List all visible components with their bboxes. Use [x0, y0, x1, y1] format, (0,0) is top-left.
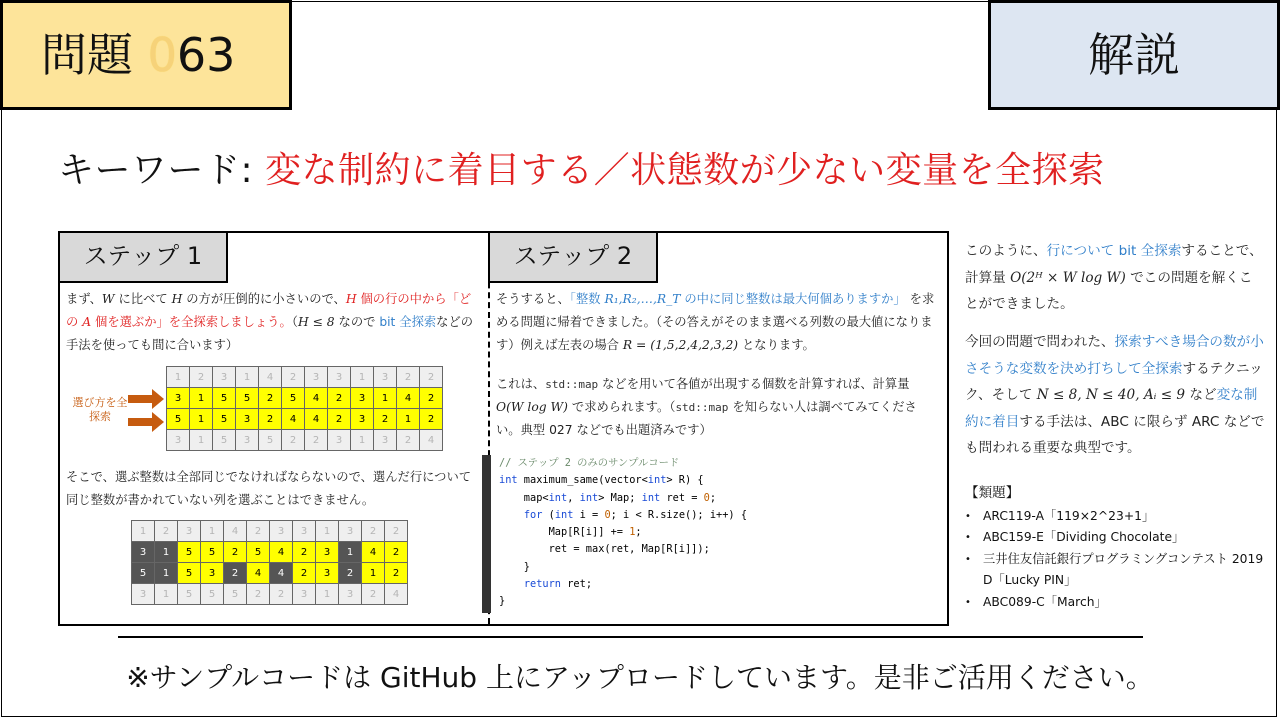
- related-list: [965, 506, 1265, 613]
- grid-cell: 5: [282, 388, 305, 409]
- grid-cell: 4: [259, 367, 282, 388]
- grid-cell: 2: [282, 430, 305, 451]
- text-segment: を知らない人は調べてみてください。典型 027 などでも出題済みです）: [496, 400, 917, 437]
- grid-cell: 2: [270, 584, 293, 605]
- grid-cell: 5: [236, 388, 259, 409]
- grid-cell: 5: [213, 388, 236, 409]
- grid-cell: 1: [132, 521, 155, 542]
- code-line: }: [499, 595, 506, 608]
- step1-paragraph1: [66, 288, 476, 357]
- text-segment: を求める問題に帰着できました。（その答えがそのまま選べる列数の最大値になります）例えば左表の場合: [496, 292, 935, 352]
- keyword-label: キーワード:: [58, 150, 266, 191]
- code-line: return ret;: [523, 578, 593, 591]
- grid-cell: 1: [167, 367, 190, 388]
- title-faint-digit: 0: [147, 28, 177, 82]
- grid-cell: 4: [270, 563, 293, 584]
- grid-cell: 2: [259, 388, 282, 409]
- grid-cell: 4: [247, 563, 270, 584]
- related-item: • 三井住友信託銀行プログラミングコンテスト 2019 D「Lucky PIN」: [965, 549, 1265, 592]
- grid-cell: 2: [328, 409, 351, 430]
- grid-cell: 3: [316, 563, 339, 584]
- text-segment: など: [1185, 387, 1217, 403]
- grid-row: [132, 563, 408, 584]
- related-title: 【類題】: [965, 485, 1020, 501]
- grid-cell: 2: [362, 521, 385, 542]
- text-segment: bit 全探索: [379, 315, 437, 329]
- grid-cell: 3: [270, 521, 293, 542]
- grid-cell: 5: [213, 409, 236, 430]
- grid-cell: 5: [132, 563, 155, 584]
- grid-cell: 2: [293, 542, 316, 563]
- related-item: • ABC089-C「March」: [965, 592, 1265, 613]
- grid-cell: 4: [420, 430, 443, 451]
- grid-cell: 4: [224, 521, 247, 542]
- text-segment: （: [291, 315, 298, 329]
- related-item: • ARC119-A「119×2^23+1」: [965, 506, 1265, 527]
- text-segment: N ≤ 8, N ≤ 40, Aᵢ ≤ 9: [1036, 387, 1186, 403]
- text-segment: これは、: [496, 377, 546, 391]
- grid-cell: 1: [190, 388, 213, 409]
- grid-cell: 1: [351, 430, 374, 451]
- grid-row: [167, 367, 443, 388]
- code-line: }: [499, 560, 530, 573]
- text-segment: の中に同じ整数は最大何個ありますか」: [680, 292, 906, 306]
- grid-cell: 3: [236, 430, 259, 451]
- text-segment: するテクニック、そして: [965, 360, 1263, 403]
- text-segment: 個の行の中から「どの: [66, 292, 472, 329]
- grid-cell: 3: [132, 584, 155, 605]
- text-segment: などの手法を使っても間に合います）: [66, 315, 474, 352]
- grid-cell: 3: [328, 367, 351, 388]
- grid-cell: 4: [305, 409, 328, 430]
- grid-columns: [131, 520, 408, 605]
- step2-paragraph2: [496, 373, 940, 442]
- grid-cell: 1: [155, 563, 178, 584]
- grid-cell: 5: [201, 542, 224, 563]
- grid-cell: 2: [305, 430, 328, 451]
- grid-cell: 1: [190, 430, 213, 451]
- grid-cell: 1: [362, 563, 385, 584]
- text-segment: でこの問題を解くことができました。: [965, 269, 1253, 312]
- text-segment: などを用いて各値が出現する個数を計算すれば、計算量: [598, 377, 910, 391]
- grid-cell: 2: [339, 563, 362, 584]
- grid-cell: 3: [305, 367, 328, 388]
- grid-cell: 2: [397, 430, 420, 451]
- grid-cell: 2: [293, 563, 316, 584]
- grid-cell: 3: [316, 542, 339, 563]
- grid-cell: 3: [328, 430, 351, 451]
- text-segment: なので: [334, 315, 380, 329]
- grid-cell: 1: [316, 584, 339, 605]
- grid-cell: 3: [374, 367, 397, 388]
- text-segment: O(W log W): [496, 400, 568, 414]
- grid-cell: 4: [270, 542, 293, 563]
- step1-tab: ステップ 1: [60, 233, 228, 283]
- text-segment: O(2ᴴ × W log W): [1010, 269, 1126, 286]
- step1-paragraph2: [66, 466, 476, 512]
- grid-cell: 2: [374, 409, 397, 430]
- grid-cell: 4: [282, 409, 305, 430]
- arrow-label: 選び方を全探索: [72, 396, 128, 423]
- grid-cell: 2: [385, 542, 408, 563]
- grid-cell: 5: [178, 542, 201, 563]
- text-segment: で求められます。（: [567, 400, 676, 414]
- grid-cell: 1: [155, 584, 178, 605]
- grid-cell: 3: [213, 367, 236, 388]
- footer-note: ※サンプルコードは GitHub 上にアップロードしています。是非ご活用ください。: [126, 661, 1154, 694]
- grid-cell: 3: [132, 542, 155, 563]
- text-segment: に比べて: [114, 292, 172, 306]
- code-line: // ステップ 2 のみのサンプルコード: [499, 457, 680, 469]
- grid-cell: 3: [339, 521, 362, 542]
- text-segment: そこで、選ぶ整数は全部同じでなければならないので、選んだ行について同じ整数が書かれていない列を選ぶことはできません。: [66, 470, 472, 507]
- grid-cell: 5: [259, 430, 282, 451]
- text-segment: R = (1,5,2,4,2,3,2): [622, 338, 739, 352]
- grid-cell: 4: [385, 584, 408, 605]
- text-segment: そうすると、: [496, 292, 570, 306]
- grid-cell: 2: [397, 367, 420, 388]
- grid-row: [132, 542, 408, 563]
- grid-cell: 5: [167, 409, 190, 430]
- text-segment: することで、計算量: [965, 243, 1263, 286]
- problem-title: [0, 0, 292, 110]
- text-segment: R₁,R₂,…,R_T: [604, 292, 681, 306]
- grid-cell: 3: [351, 409, 374, 430]
- text-segment: 行について bit 全探索: [1046, 243, 1182, 259]
- grid-cell: 3: [178, 521, 201, 542]
- grid-cell: 2: [247, 521, 270, 542]
- arrow-icon: [128, 418, 154, 426]
- grid-cell: 1: [236, 367, 259, 388]
- grid-cell: 4: [305, 388, 328, 409]
- grid-cell: 5: [178, 563, 201, 584]
- text-segment: std::map: [545, 378, 599, 391]
- summary-paragraph: [965, 238, 1265, 318]
- grid-cell: 3: [201, 563, 224, 584]
- grid-cell: 1: [339, 542, 362, 563]
- text-segment: H ≤ 8: [297, 315, 335, 329]
- grid-row: [167, 388, 443, 409]
- text-segment: H: [171, 292, 183, 306]
- grid-cell: 4: [362, 542, 385, 563]
- text-segment: 探索すべき場合の数が小さそうな変数を決め打ちして全探索: [965, 334, 1264, 377]
- grid-cell: 2: [385, 563, 408, 584]
- grid-cell: 3: [167, 388, 190, 409]
- grid-cell: 2: [420, 409, 443, 430]
- title-prefix: 問題: [41, 28, 133, 82]
- grid-cell: 3: [293, 521, 316, 542]
- grid-cell: 2: [385, 521, 408, 542]
- title-number: 63: [176, 28, 236, 82]
- grid-cell: 2: [420, 367, 443, 388]
- grid-cell: 2: [190, 367, 213, 388]
- grid-cell: 2: [420, 388, 443, 409]
- text-segment: の方が圧倒的に小さいので、: [182, 292, 346, 306]
- grid-cell: 5: [213, 430, 236, 451]
- code-line: map<int, int> Map; int ret = 0;: [499, 491, 717, 504]
- grid-cell: 1: [201, 521, 224, 542]
- arrow-icon: [128, 395, 154, 403]
- grid-cell: 1: [316, 521, 339, 542]
- grid-cell: 2: [224, 563, 247, 584]
- grid-cell: 3: [351, 388, 374, 409]
- grid-cell: 5: [201, 584, 224, 605]
- grid-cell: 2: [259, 409, 282, 430]
- explanation-label: 解説: [988, 0, 1280, 110]
- text-segment: W: [101, 292, 115, 306]
- code-line: int maximum_same(vector<int> R) {: [499, 474, 704, 487]
- text-segment: 今回の問題で問われた、: [965, 334, 1115, 350]
- text-segment: する手法は、ABC に限らず ARC などでも問われる重要な典型です。: [965, 413, 1265, 456]
- text-segment: A: [82, 315, 92, 329]
- grid-cell: 3: [374, 430, 397, 451]
- text-segment: 「整数: [569, 292, 605, 306]
- text-segment: 個を選ぶか」を全探索しましょう。: [91, 315, 292, 329]
- text-segment: となります。: [738, 338, 815, 352]
- grid-row: [167, 409, 443, 430]
- grid-cell: 2: [247, 584, 270, 605]
- grid-cell: 2: [155, 521, 178, 542]
- step2-tab: ステップ 2: [488, 233, 658, 283]
- grid-row: [132, 584, 408, 605]
- technique-paragraph: [965, 329, 1265, 462]
- grid-cell: 5: [224, 584, 247, 605]
- grid-cell: 1: [351, 367, 374, 388]
- grid-row: [132, 521, 408, 542]
- grid-cell: 2: [328, 388, 351, 409]
- grid-cell: 4: [397, 388, 420, 409]
- sample-code-block: [482, 455, 782, 613]
- text-segment: 変な制約に着目: [965, 387, 1258, 430]
- grid-cell: 1: [374, 388, 397, 409]
- grid-cell: 1: [190, 409, 213, 430]
- grid-cell: 5: [247, 542, 270, 563]
- keyword-line: [58, 142, 1105, 193]
- step2-paragraph1: [496, 288, 940, 357]
- text-segment: std::map: [675, 401, 729, 414]
- related-item: • ABC159-E「Dividing Chocolate」: [965, 527, 1265, 548]
- footer-divider: [118, 636, 1143, 638]
- grid-cell: 5: [178, 584, 201, 605]
- grid-cell: 3: [236, 409, 259, 430]
- text-segment: H: [345, 292, 357, 306]
- grid-selection: [166, 366, 443, 451]
- grid-cell: 3: [293, 584, 316, 605]
- keyword-text: 変な制約に着目する／状態数が少ない変量を全探索: [265, 150, 1105, 191]
- grid-cell: 1: [155, 542, 178, 563]
- grid-cell: 2: [282, 367, 305, 388]
- text-segment: まず、: [66, 292, 102, 306]
- grid-row: [167, 430, 443, 451]
- code-line: Map[R[i]] += 1;: [499, 526, 642, 539]
- code-line: ret = max(ret, Map[R[i]]);: [499, 543, 710, 556]
- grid-cell: 2: [362, 584, 385, 605]
- grid-cell: 1: [397, 409, 420, 430]
- grid-cell: 2: [224, 542, 247, 563]
- text-segment: このように、: [965, 243, 1047, 259]
- code-line: for (int i = 0; i < R.size(); i++) {: [523, 508, 748, 521]
- grid-cell: 3: [167, 430, 190, 451]
- grid-cell: 3: [339, 584, 362, 605]
